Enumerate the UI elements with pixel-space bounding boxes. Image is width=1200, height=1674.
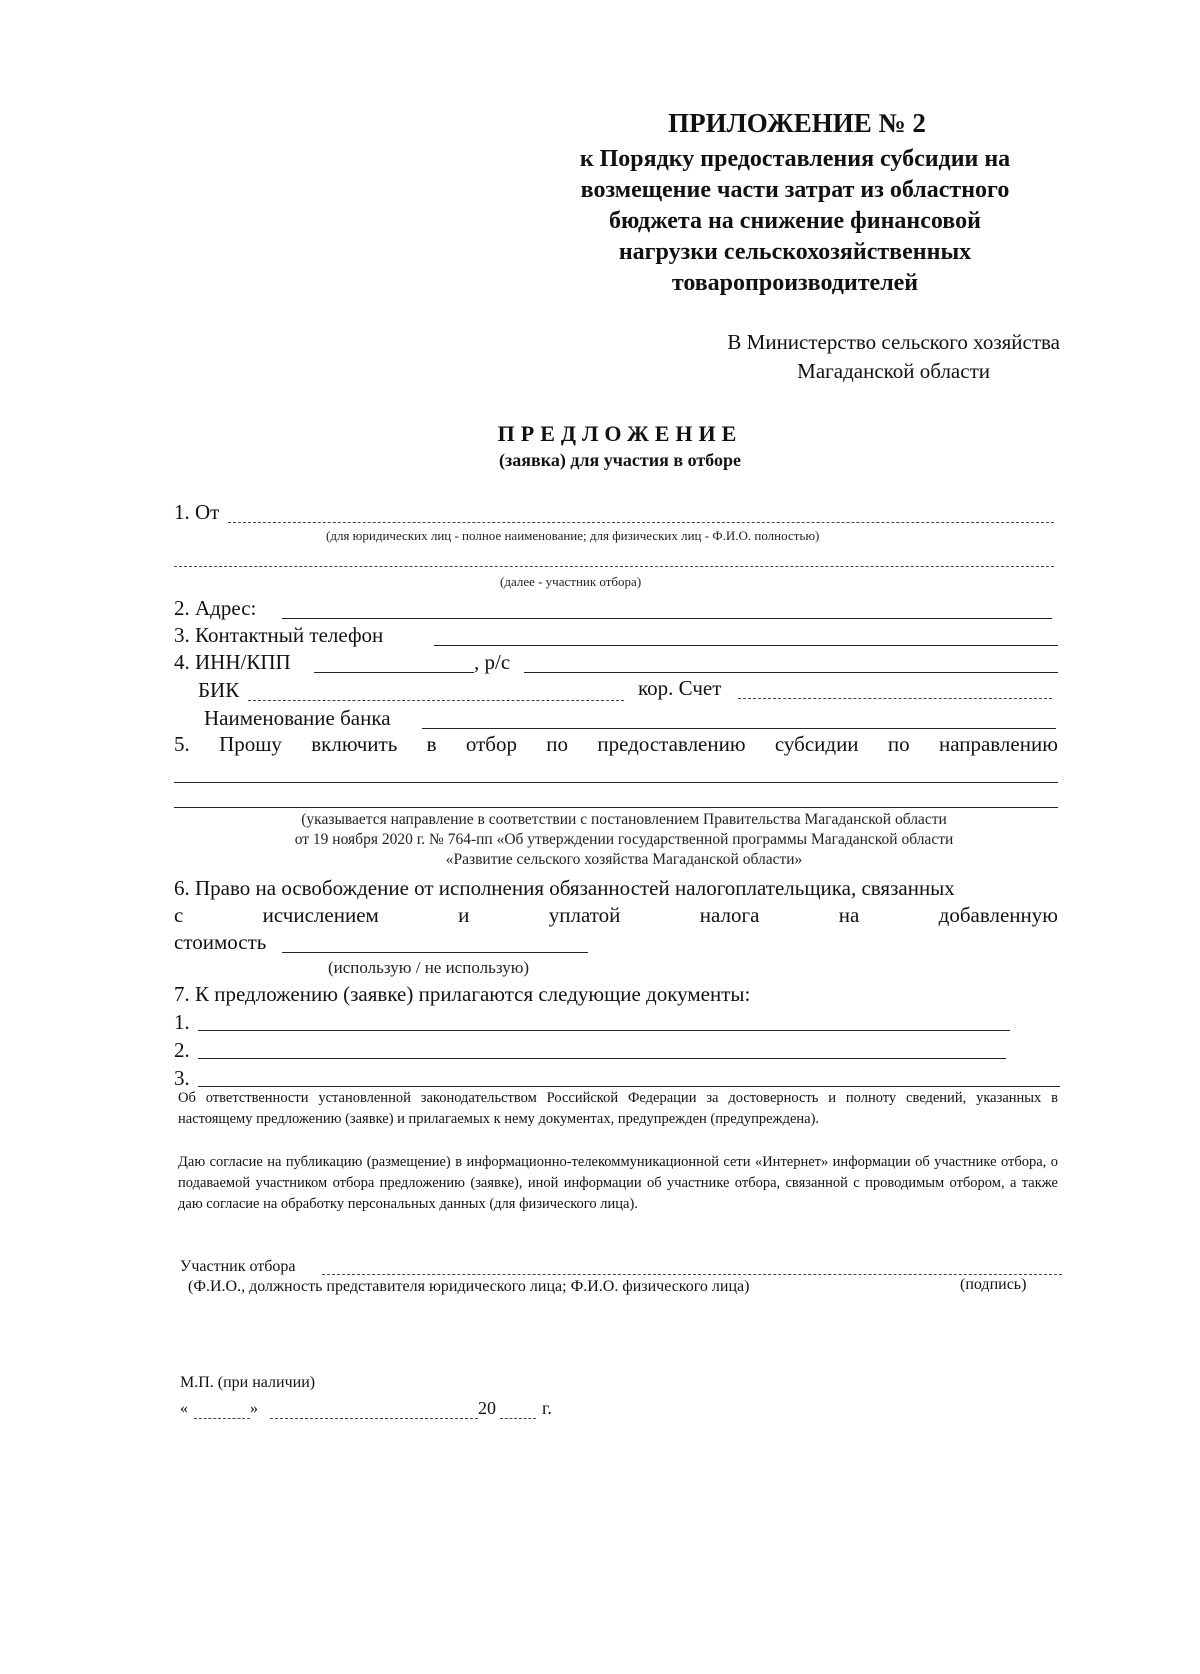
date-day-input[interactable] (194, 1418, 250, 1419)
direction-hint-line: «Развитие сельского хозяйства Магаданской области» (445, 851, 803, 868)
item6-word: на (838, 903, 860, 927)
date-quote-open: « (180, 1400, 188, 1417)
item5-word: предоставлению (597, 732, 746, 756)
item6-word: и (458, 903, 470, 927)
date-year-prefix: 20 (478, 1398, 496, 1418)
item6-line-1: 6. Право на освобождение от исполнения обязанностей налогоплательщика, связанных (174, 876, 955, 900)
item7-label: 7. К предложению (заявке) прилагаются следующие документы: (174, 982, 751, 1006)
item5-word: Прошу (219, 732, 282, 756)
direction-hint-line: (указывается направление в соответствии с постановлением Правительства Магаданской области (301, 811, 947, 828)
item5-word: направлению (938, 732, 1058, 756)
item6-word: уплатой (548, 903, 621, 927)
from-input-line[interactable] (228, 522, 1054, 523)
item6-word: добавленную (938, 903, 1058, 927)
stamp-label: М.П. (при наличии) (180, 1374, 316, 1391)
participant-label: Участник отбора (180, 1258, 296, 1275)
direction-input-line-2[interactable] (174, 807, 1058, 808)
account-label: , р/с (474, 650, 511, 674)
direction-hint-line: от 19 ноября 2020 г. № 764-пп «Об утверждении государственной программы Магаданской области (294, 831, 954, 848)
date-year-suffix: г. (542, 1398, 552, 1418)
date-year-input[interactable] (500, 1418, 536, 1419)
addressee (620, 328, 1060, 386)
direction-input-line-1[interactable] (174, 782, 1058, 783)
direction-hint (174, 810, 1074, 870)
doc-input-line-1[interactable] (198, 1030, 1010, 1031)
item6-word: налога (699, 903, 760, 927)
addressee-line: Магаданской области (797, 359, 990, 383)
doc-number: 1. (174, 1010, 190, 1034)
bik-label: БИК (198, 678, 240, 702)
item5-word: включить (311, 732, 398, 756)
from-hint: (для юридических лиц - полное наименование; для физических лиц - Ф.И.О. полностью) (326, 528, 820, 543)
vat-input-line[interactable] (282, 952, 588, 953)
address-label: 2. Адрес: (174, 596, 257, 620)
from-input-line-2[interactable] (174, 566, 1054, 567)
signature-hint: (подпись) (960, 1276, 1027, 1293)
appendix-subtitle-line: товаропроизводителей (671, 270, 919, 296)
participant-hint: (далее - участник отбора) (500, 574, 642, 589)
responsibility-statement: Об ответственности установленной законодательством Российской Федерации за достоверность и полноту сведений, указанных в настоящему предложению (заявке) и прилагаемых к нему документах, предупрежден (предупреждена). (178, 1090, 1058, 1127)
item6-line-3: стоимость (174, 930, 267, 954)
doc-number: 2. (174, 1038, 190, 1062)
item5-word: отбор (465, 732, 517, 756)
document-title: ПРЕДЛОЖЕНИЕ (497, 421, 743, 446)
bank-input-line[interactable] (422, 728, 1056, 729)
account-input-line[interactable] (524, 672, 1058, 673)
appendix-subtitle-line: к Порядку предоставления субсидии на (579, 146, 1011, 172)
appendix-subtitle-line: бюджета на снижение финансовой (609, 208, 981, 234)
bik-input-line[interactable] (248, 700, 624, 701)
item5-word: 5. (174, 732, 190, 756)
from-label: 1. От (174, 500, 220, 524)
doc-input-line-3[interactable] (198, 1086, 1060, 1087)
date-quote-close: » (250, 1400, 258, 1417)
appendix-subtitle-line: нагрузки сельскохозяйственных (618, 239, 972, 265)
item6-line-2 (174, 903, 1058, 928)
vat-hint: (использую / не использую) (328, 958, 530, 977)
item5-line (174, 732, 1058, 757)
address-input-line[interactable] (282, 618, 1052, 619)
addressee-line: В Министерство сельского хозяйства (727, 330, 1060, 354)
item5-word: по (887, 732, 910, 756)
appendix-title: ПРИЛОЖЕНИЕ № 2 (668, 108, 926, 138)
corr-account-input-line[interactable] (738, 698, 1052, 699)
item5-word: по (546, 732, 569, 756)
inn-input-line[interactable] (314, 672, 474, 673)
date-month-input[interactable] (270, 1418, 478, 1419)
inn-label: 4. ИНН/КПП (174, 650, 291, 674)
doc-number: 3. (174, 1066, 190, 1090)
participant-input-line[interactable] (322, 1274, 1062, 1275)
document-subtitle: (заявка) для участия в отборе (499, 450, 741, 470)
item6-word: с (174, 903, 184, 927)
corr-account-label: кор. Счет (638, 676, 722, 700)
consent-statement: Даю согласие на публикацию (размещение) в информационно-телекоммуникационной сети «Интернет» информации об участнике отбора, о подаваемой участником отбора предложению (заявке), иной информации об участнике отбора, связанной с проводимым отбором, а также даю согласие на обработку персональных данных (для физического лица). (178, 1154, 1058, 1212)
doc-input-line-2[interactable] (198, 1058, 1006, 1059)
phone-input-line[interactable] (434, 645, 1058, 646)
fio-hint: (Ф.И.О., должность представителя юридического лица; Ф.И.О. физического лица) (188, 1278, 750, 1295)
item6-word: исчислением (262, 903, 379, 927)
phone-label: 3. Контактный телефон (174, 623, 384, 647)
appendix-subtitle-line: возмещение части затрат из областного (580, 177, 1010, 203)
bank-label: Наименование банка (204, 706, 391, 730)
item5-word: субсидии (774, 732, 859, 756)
item5-word: в (426, 732, 437, 756)
appendix-subtitle (530, 144, 1060, 299)
